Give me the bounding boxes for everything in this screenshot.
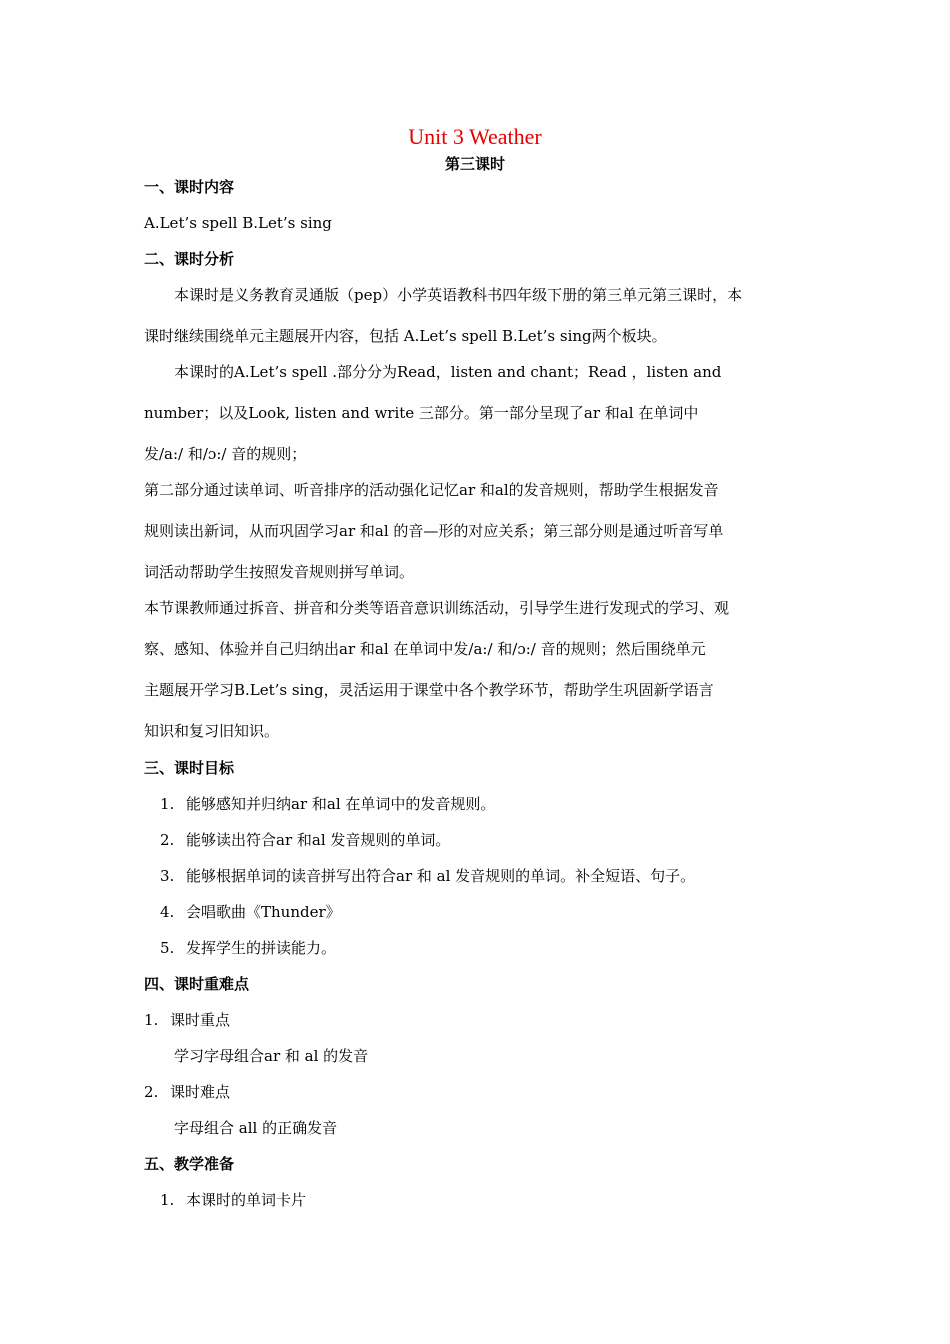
list-item-text: 发挥学生的拼读能力。 [186, 939, 337, 957]
paragraph-line: 发/a:/ 和/ɔ:/ 音的规则； [144, 445, 307, 463]
paragraph-line: 本节课教师通过拆音、拼音和分类等语音意识训练活动，引导学生进行发现式的学习、观 [144, 599, 730, 617]
list-item-number: 5. [160, 939, 175, 957]
paragraph-line: 主题展开学习B.Let’s sing，灵活运用于课堂中各个教学环节，帮助学生巩固新学语言 [144, 681, 714, 699]
list-item-number: 3. [160, 867, 175, 885]
list-item-text: 能够感知并归纳ar 和al 在单词中的发音规则。 [186, 795, 496, 813]
list-item-detail: 字母组合 all 的正确发音 [174, 1119, 338, 1137]
section-heading: 三、课时目标 [144, 759, 235, 777]
list-item-number: 2. [144, 1083, 159, 1101]
list-item-label: 课时重点 [170, 1011, 231, 1029]
paragraph-line: 第二部分通过读单词、听音排序的活动强化记忆ar 和al的发音规则，帮助学生根据发音 [144, 481, 719, 499]
paragraph-line: 本课时的A.Let’s spell .部分分为Read，listen and chant；Read ，listen and [174, 363, 722, 381]
list-item-text: 会唱歌曲《Thunder》 [186, 903, 341, 921]
list-item-label: 课时难点 [170, 1083, 231, 1101]
section-heading: 五、教学准备 [144, 1155, 235, 1173]
paragraph-line: 察、感知、体验并自己归纳出ar 和al 在单词中发/a:/ 和/ɔ:/ 音的规则；然后围绕单元 [144, 640, 706, 658]
paragraph-line: 课时继续围绕单元主题展开内容，包括 A.Let’s spell B.Let’s sing两个板块。 [144, 327, 667, 345]
list-item-number: 1. [160, 795, 175, 813]
list-item-number: 1. [144, 1011, 159, 1029]
section-heading: 一、课时内容 [144, 178, 235, 196]
paragraph-line: 本课时是义务教育灵通版（pep）小学英语教科书四年级下册的第三单元第三课时，本 [174, 286, 743, 304]
document-title: Unit 3 Weather [408, 124, 542, 149]
paragraph-line: number；以及Look, listen and write 三部分。第一部分呈现了ar 和al 在单词中 [144, 404, 699, 422]
list-item-number: 4. [160, 903, 175, 921]
document-subtitle: 第三课时 [444, 155, 505, 173]
list-item-text: 本课时的单词卡片 [186, 1191, 307, 1209]
paragraph-line: 知识和复习旧知识。 [144, 722, 280, 740]
list-item-detail: 学习字母组合ar 和 al 的发音 [174, 1047, 369, 1065]
list-item-text: 能够读出符合ar 和al 发音规则的单词。 [186, 831, 451, 849]
section-heading: 四、课时重难点 [144, 975, 250, 993]
paragraph-line: 词活动帮助学生按照发音规则拼写单词。 [144, 563, 415, 581]
list-item-number: 1. [160, 1191, 175, 1209]
list-item-text: 能够根据单词的读音拼写出符合ar 和 al 发音规则的单词。补全短语、句子。 [186, 867, 696, 885]
paragraph-line: A.Let’s spell B.Let’s sing [144, 214, 332, 232]
paragraph-line: 规则读出新词，从而巩固学习ar 和al 的音—形的对应关系；第三部分则是通过听音写单 [144, 522, 724, 540]
list-item-number: 2. [160, 831, 175, 849]
section-heading: 二、课时分析 [144, 250, 235, 268]
